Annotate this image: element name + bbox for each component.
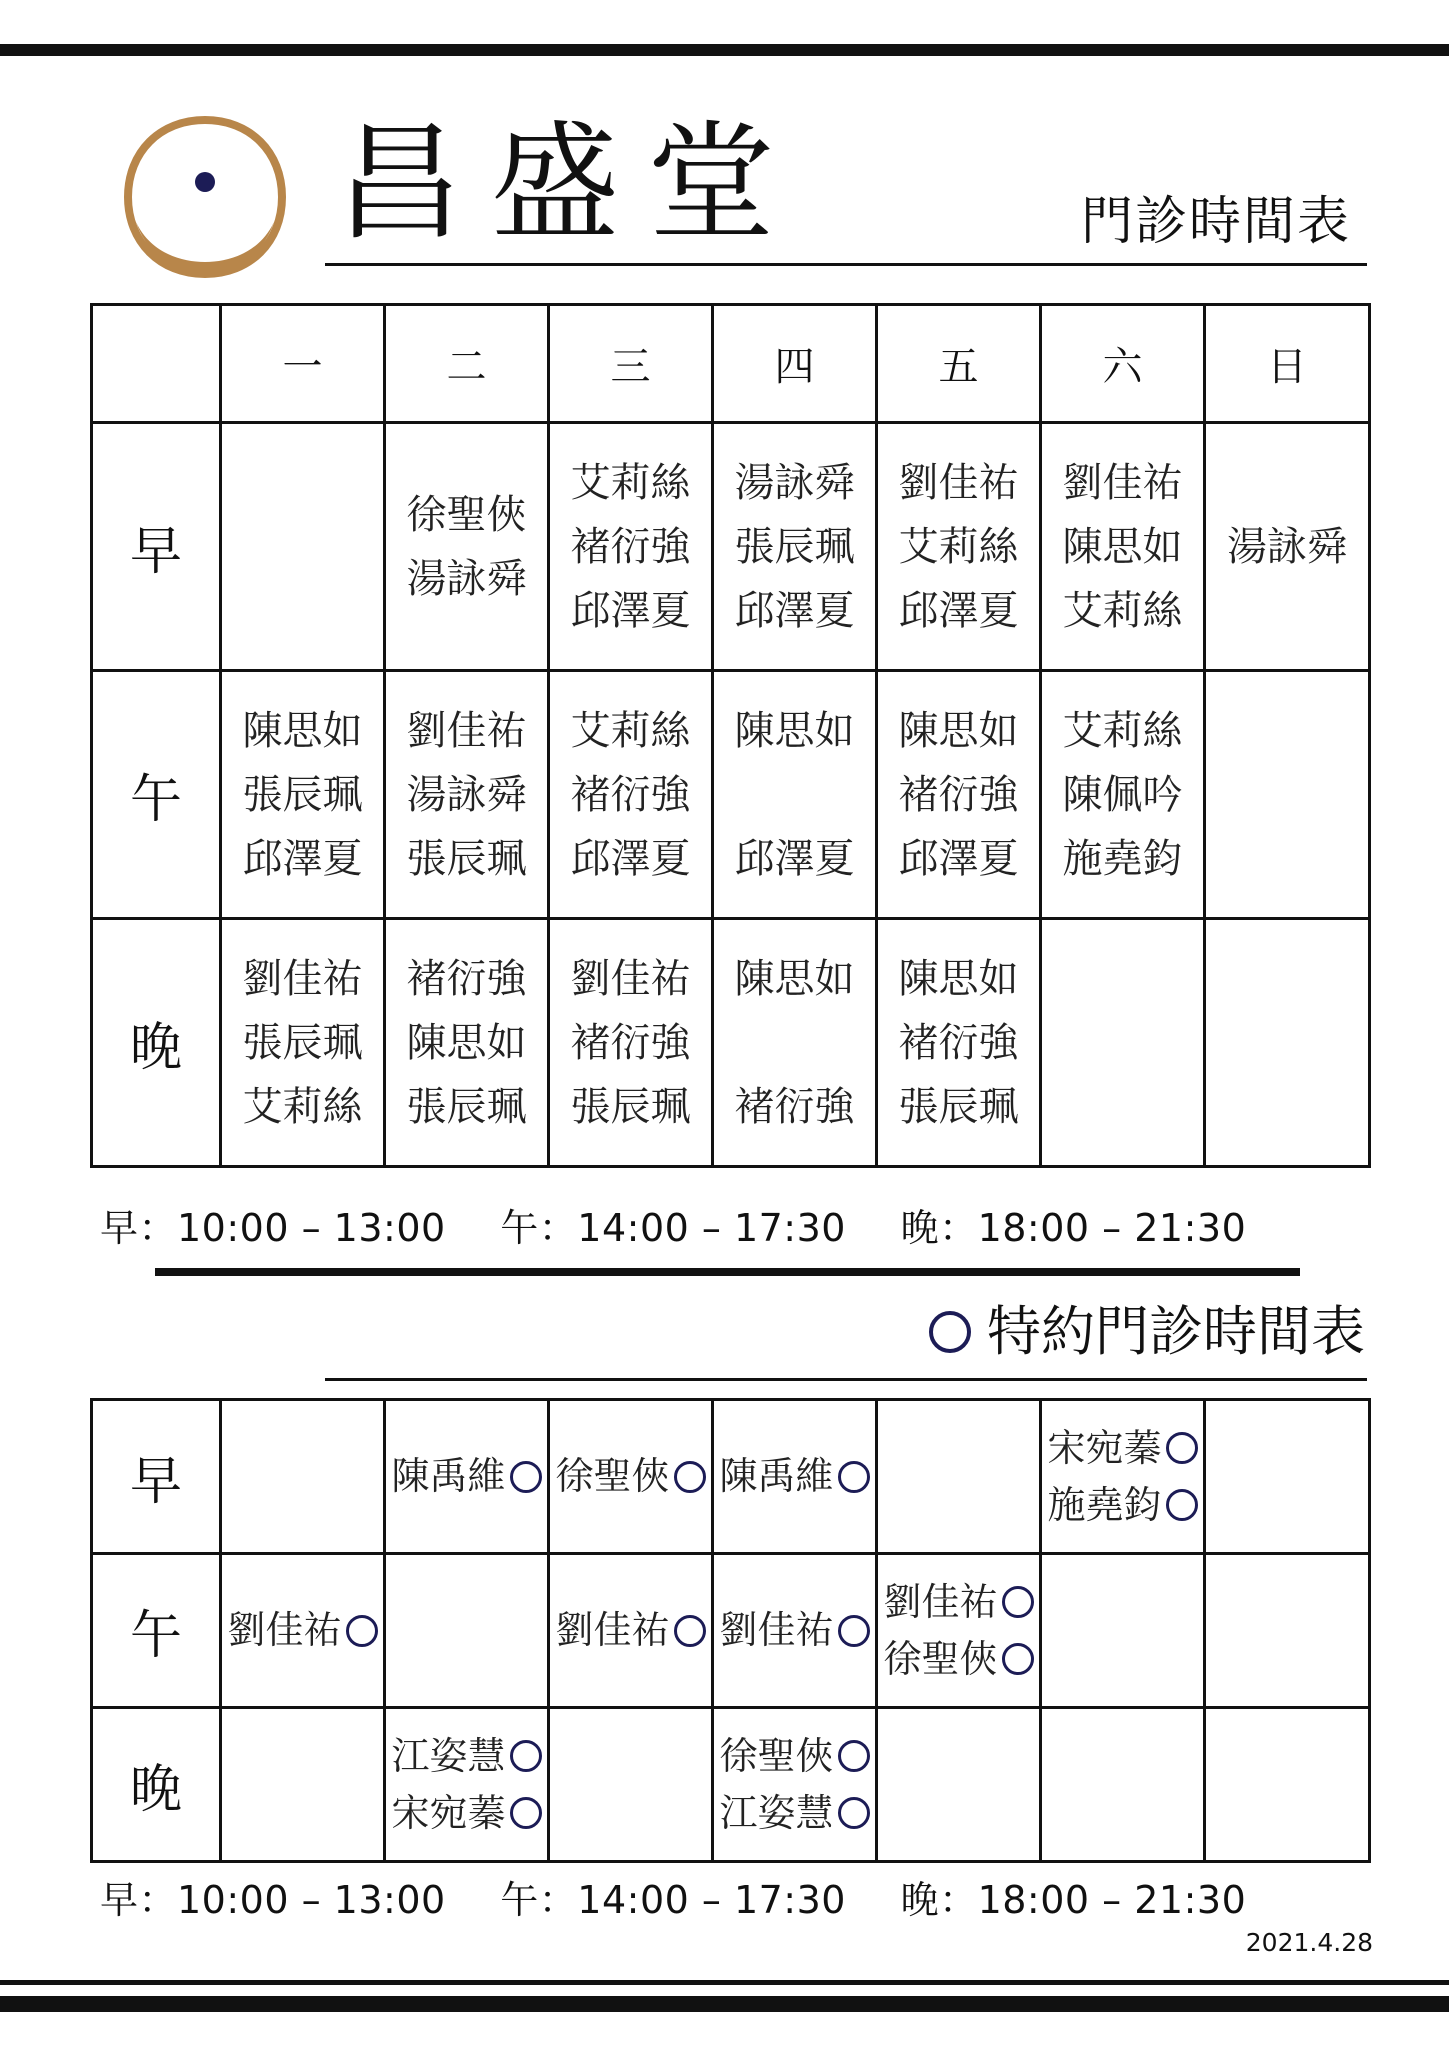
schedule-cell — [549, 671, 713, 919]
circle-icon — [510, 1740, 542, 1772]
doctor-name: 宋宛蓁 — [1047, 1425, 1162, 1470]
special-entry — [719, 1448, 869, 1505]
special-cell — [385, 1708, 549, 1862]
hours-legend-2 — [100, 1869, 1288, 1924]
special-cell — [1041, 1708, 1205, 1862]
doctor-name: 陳思如 — [898, 955, 1019, 1002]
circle-icon — [1002, 1643, 1034, 1675]
doctor-name: 徐聖俠 — [883, 1636, 998, 1681]
special-cell — [221, 1554, 385, 1708]
schedule-cell — [713, 423, 877, 671]
doctor-name: 陳思如 — [898, 707, 1019, 754]
doctor-name: 陳思如 — [734, 955, 855, 1002]
doctor-name: 江姿慧 — [719, 1790, 834, 1835]
special-entry — [391, 1728, 541, 1785]
special-row — [92, 1554, 1370, 1708]
doctor-name: 徐聖俠 — [719, 1733, 834, 1778]
doctor-name: 邱澤夏 — [898, 587, 1019, 634]
doctor-name: 湯詠舜 — [406, 771, 527, 818]
doctor-name: 艾莉絲 — [242, 1083, 363, 1130]
doctor-name: 張辰珮 — [406, 1083, 527, 1130]
circle-icon — [838, 1615, 870, 1647]
special-cell — [1205, 1554, 1370, 1708]
special-cell — [385, 1400, 549, 1554]
doctor-name: 張辰珮 — [242, 1019, 363, 1066]
corner-cell — [92, 305, 221, 423]
schedule-cell — [713, 671, 877, 919]
doctor-name: 施堯鈞 — [1047, 1482, 1162, 1527]
row-label: 午 — [92, 1554, 221, 1708]
row-label: 早 — [92, 423, 221, 671]
doctor-name: 艾莉絲 — [570, 707, 691, 754]
doctor-name: 徐聖俠 — [406, 491, 527, 538]
doctor-name: 劉佳祐 — [227, 1608, 342, 1652]
doctor-name: 邱澤夏 — [734, 587, 855, 634]
schedule-cell — [549, 919, 713, 1167]
doctor-name: 艾莉絲 — [1062, 587, 1183, 634]
schedule-cell — [221, 671, 385, 919]
special-entry — [883, 1574, 1033, 1631]
doctor-name: 劉佳祐 — [883, 1579, 998, 1624]
doctor-name: 邱澤夏 — [242, 835, 363, 882]
doctor-name: 張辰珮 — [734, 523, 855, 570]
doctor-name: 艾莉絲 — [570, 459, 691, 506]
doctor-name: 劉佳祐 — [242, 955, 363, 1002]
schedule-cell — [877, 919, 1041, 1167]
row-label: 午 — [92, 671, 221, 919]
special-entry — [391, 1785, 541, 1842]
doctor-name: 陳佩吟 — [1062, 771, 1183, 818]
doctor-name: 陳思如 — [1062, 523, 1183, 570]
special-title-underline — [325, 1378, 1367, 1381]
doctor-name: 陳思如 — [242, 707, 363, 754]
circle-icon — [510, 1461, 542, 1493]
special-cell — [1205, 1708, 1370, 1862]
schedule-cell — [713, 919, 877, 1167]
circle-icon — [510, 1797, 542, 1829]
doctor-name: 湯詠舜 — [1227, 523, 1347, 570]
special-entry — [555, 1602, 705, 1659]
circle-icon — [838, 1740, 870, 1772]
schedule-cell — [877, 423, 1041, 671]
special-entry — [883, 1631, 1033, 1688]
schedule-cell — [549, 423, 713, 671]
special-schedule-table — [90, 1398, 1371, 1863]
day-header-row — [92, 305, 1370, 423]
doctor-name: 張辰珮 — [406, 835, 527, 882]
schedule-row — [92, 423, 1370, 671]
special-title — [929, 1300, 1365, 1363]
issue-date: 2021.4.28 — [1245, 1928, 1373, 1957]
doctor-name: 劉佳祐 — [898, 459, 1019, 506]
circle-icon — [838, 1797, 870, 1829]
doctor-name: 湯詠舜 — [406, 555, 527, 602]
schedule-cell — [1041, 423, 1205, 671]
special-cell — [877, 1400, 1041, 1554]
doctor-name: 褚衍強 — [570, 523, 691, 570]
special-entry — [555, 1448, 705, 1505]
doctor-name: 徐聖俠 — [555, 1454, 670, 1498]
schedule-row — [92, 919, 1370, 1167]
special-title-text: 特約門診時間表 — [987, 1300, 1365, 1363]
doctor-name: 陳思如 — [734, 707, 855, 754]
doctor-name: 陳思如 — [406, 1019, 527, 1066]
special-cell — [713, 1400, 877, 1554]
circle-icon — [929, 1311, 971, 1353]
doctor-name: 艾莉絲 — [898, 523, 1019, 570]
schedule-cell — [1205, 423, 1370, 671]
doctor-name: 劉佳祐 — [719, 1608, 834, 1652]
special-cell — [549, 1708, 713, 1862]
doctor-name: 張辰珮 — [898, 1083, 1019, 1130]
special-entry — [1047, 1477, 1197, 1534]
special-cell — [549, 1554, 713, 1708]
row-label: 早 — [92, 1400, 221, 1554]
doctor-name: 江姿慧 — [391, 1733, 506, 1778]
special-cell — [221, 1708, 385, 1862]
special-entry — [719, 1785, 869, 1842]
doctor-name: 陳禹維 — [719, 1454, 834, 1498]
hours-afternoon: 午：14:00 – 17:30 — [500, 1878, 846, 1922]
circle-icon — [1002, 1586, 1034, 1618]
special-cell — [1041, 1554, 1205, 1708]
doctor-name: 褚衍強 — [734, 1083, 855, 1130]
special-cell — [385, 1554, 549, 1708]
logo-icon — [120, 112, 290, 282]
day-header: 一 — [221, 305, 385, 423]
main-schedule-table — [90, 303, 1371, 1168]
title-underline — [325, 263, 1367, 266]
doctor-name: 邱澤夏 — [570, 587, 691, 634]
doctor-name: 褚衍強 — [406, 955, 527, 1002]
hours-evening: 晚：18:00 – 21:30 — [900, 1206, 1247, 1250]
schedule-cell — [385, 919, 549, 1167]
schedule-cell — [221, 919, 385, 1167]
schedule-cell — [877, 671, 1041, 919]
schedule-cell — [1205, 671, 1370, 919]
bottom-border-thick — [0, 1996, 1449, 2012]
hours-morning: 早：10:00 – 13:00 — [100, 1206, 446, 1250]
schedule-row — [92, 671, 1370, 919]
circle-icon — [838, 1461, 870, 1493]
circle-icon — [674, 1461, 706, 1493]
schedule-cell — [385, 423, 549, 671]
special-cell — [713, 1554, 877, 1708]
day-header: 二 — [385, 305, 549, 423]
hours-evening: 晚：18:00 – 21:30 — [900, 1878, 1247, 1922]
row-label: 晚 — [92, 1708, 221, 1862]
doctor-name: 邱澤夏 — [570, 835, 691, 882]
special-cell — [877, 1554, 1041, 1708]
doctor-name: 褚衍強 — [898, 771, 1019, 818]
schedule-cell — [221, 423, 385, 671]
special-row — [92, 1400, 1370, 1554]
special-cell — [713, 1708, 877, 1862]
circle-icon — [1166, 1432, 1198, 1464]
hours-afternoon: 午：14:00 – 17:30 — [500, 1206, 846, 1250]
doctor-name: 宋宛蓁 — [391, 1790, 506, 1835]
doctor-name: 褚衍強 — [898, 1019, 1019, 1066]
special-entry — [719, 1728, 869, 1785]
doctor-name: 張辰珮 — [242, 771, 363, 818]
day-header: 六 — [1041, 305, 1205, 423]
special-cell — [1205, 1400, 1370, 1554]
hours-legend — [100, 1197, 1288, 1252]
special-row — [92, 1708, 1370, 1862]
row-label: 晚 — [92, 919, 221, 1167]
day-header: 四 — [713, 305, 877, 423]
schedule-cell — [385, 671, 549, 919]
day-header: 日 — [1205, 305, 1370, 423]
bottom-border-thin — [0, 1980, 1449, 1985]
special-cell — [549, 1400, 713, 1554]
doctor-name: 陳禹維 — [391, 1454, 506, 1498]
special-entry — [719, 1602, 869, 1659]
special-entry — [1047, 1420, 1197, 1477]
doctor-name: 劉佳祐 — [1062, 459, 1183, 506]
page-subtitle: 門診時間表 — [1080, 192, 1351, 252]
special-entry — [227, 1602, 377, 1659]
special-cell — [221, 1400, 385, 1554]
doctor-name: 劉佳祐 — [406, 707, 527, 754]
top-border — [0, 44, 1449, 56]
hours-morning: 早：10:00 – 13:00 — [100, 1878, 446, 1922]
doctor-name: 施堯鈞 — [1062, 835, 1183, 882]
doctor-name: 褚衍強 — [570, 1019, 691, 1066]
special-entry — [391, 1448, 541, 1505]
doctor-name: 褚衍強 — [570, 771, 691, 818]
circle-icon — [346, 1615, 378, 1647]
day-header: 三 — [549, 305, 713, 423]
special-cell — [877, 1708, 1041, 1862]
circle-icon — [674, 1615, 706, 1647]
section-divider — [155, 1268, 1300, 1276]
day-header: 五 — [877, 305, 1041, 423]
schedule-cell — [1205, 919, 1370, 1167]
doctor-name: 邱澤夏 — [898, 835, 1019, 882]
doctor-name: 張辰珮 — [570, 1083, 691, 1130]
doctor-name: 艾莉絲 — [1062, 707, 1183, 754]
brand-name: 昌盛堂 — [335, 109, 804, 258]
circle-icon — [1166, 1489, 1198, 1521]
doctor-name: 邱澤夏 — [734, 835, 855, 882]
schedule-cell — [1041, 919, 1205, 1167]
schedule-cell — [1041, 671, 1205, 919]
doctor-name: 劉佳祐 — [570, 955, 691, 1002]
doctor-name: 湯詠舜 — [734, 459, 855, 506]
special-cell — [1041, 1400, 1205, 1554]
doctor-name: 劉佳祐 — [555, 1608, 670, 1652]
